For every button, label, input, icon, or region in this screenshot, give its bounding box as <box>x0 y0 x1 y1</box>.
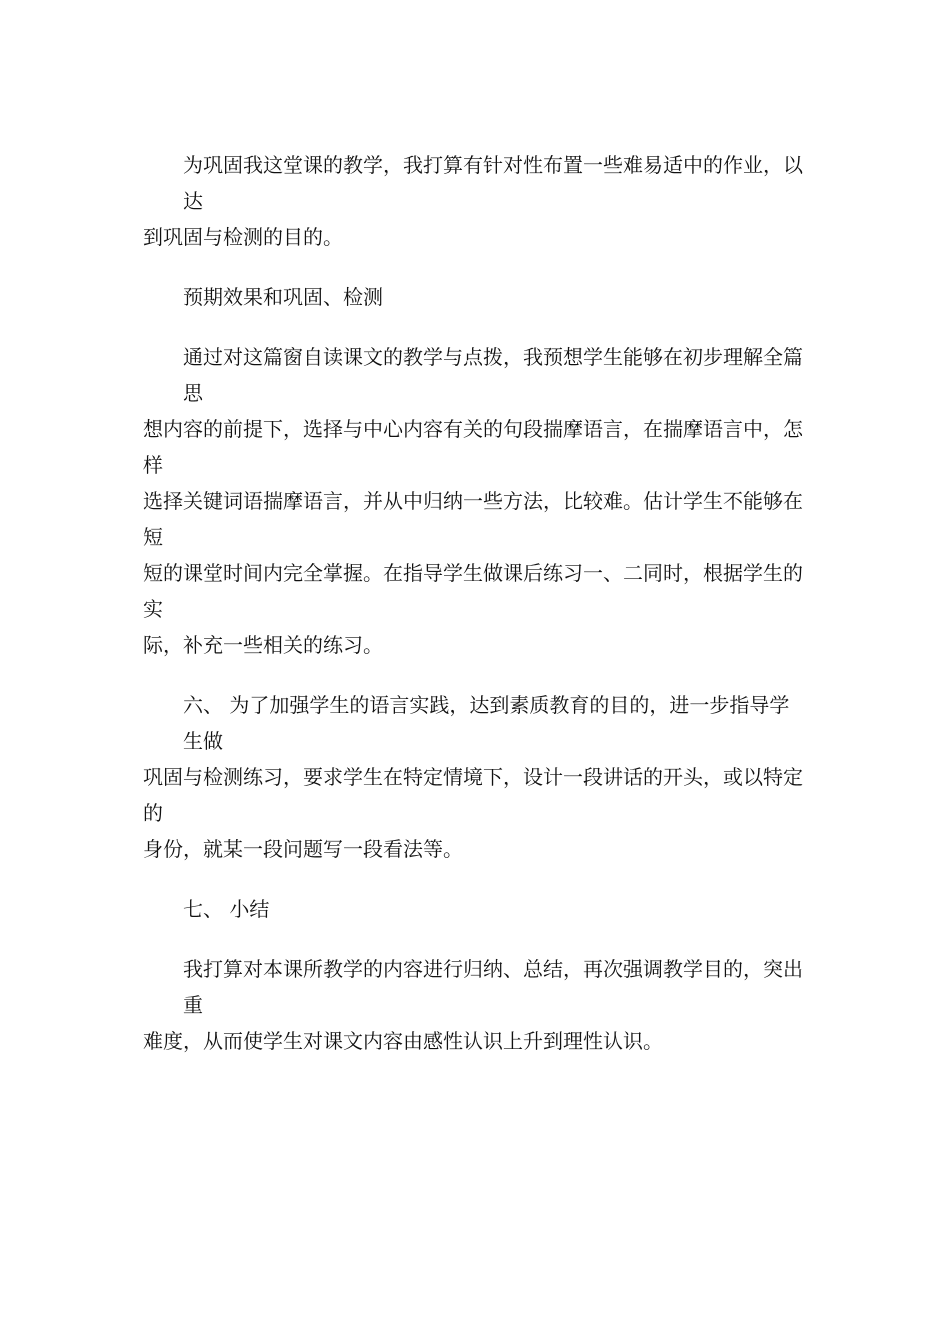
paragraph-homework <box>143 147 808 255</box>
paragraph-summary <box>143 951 808 1059</box>
document-body <box>143 147 808 1083</box>
text-line: 际，补充一些相关的练习。 <box>143 633 383 657</box>
text-line: 难度，从而使学生对课文内容由感性认识上升到理性认识。 <box>143 1029 663 1053</box>
text-line: 选择关键词语揣摩语言，并从中归纳一些方法，比较难。估计学生不能够在短 <box>143 489 803 549</box>
text-line: 为巩固我这堂课的教学，我打算有针对性布置一些难易适中的作业，以达 <box>183 153 803 213</box>
text-line: 想内容的前提下，选择与中心内容有关的句段揣摩语言，在揣摩语言中，怎样 <box>143 417 803 477</box>
section-heading: 七、 小结 <box>183 897 270 921</box>
paragraph-section-six <box>143 687 808 867</box>
section-heading: 预期效果和巩固、检测 <box>183 285 383 309</box>
text-line: 通过对这篇窗自读课文的教学与点拨，我预想学生能够在初步理解全篇思 <box>183 345 803 405</box>
paragraph-expected-effect <box>143 339 808 663</box>
text-line: 巩固与检测练习，要求学生在特定情境下，设计一段讲话的开头，或以特定的 <box>143 765 803 825</box>
text-line: 到巩固与检测的目的。 <box>143 225 343 249</box>
text-line: 身份，就某一段问题写一段看法等。 <box>143 837 463 861</box>
paragraph-heading-expected-effect <box>143 279 808 315</box>
text-line: 我打算对本课所教学的内容进行归纳、总结，再次强调教学目的，突出重 <box>183 957 803 1017</box>
text-line: 六、 为了加强学生的语言实践，达到素质教育的目的，进一步指导学生做 <box>183 693 790 753</box>
paragraph-heading-summary <box>143 891 808 927</box>
text-line: 短的课堂时间内完全掌握。在指导学生做课后练习一、二同时，根据学生的实 <box>143 561 803 621</box>
